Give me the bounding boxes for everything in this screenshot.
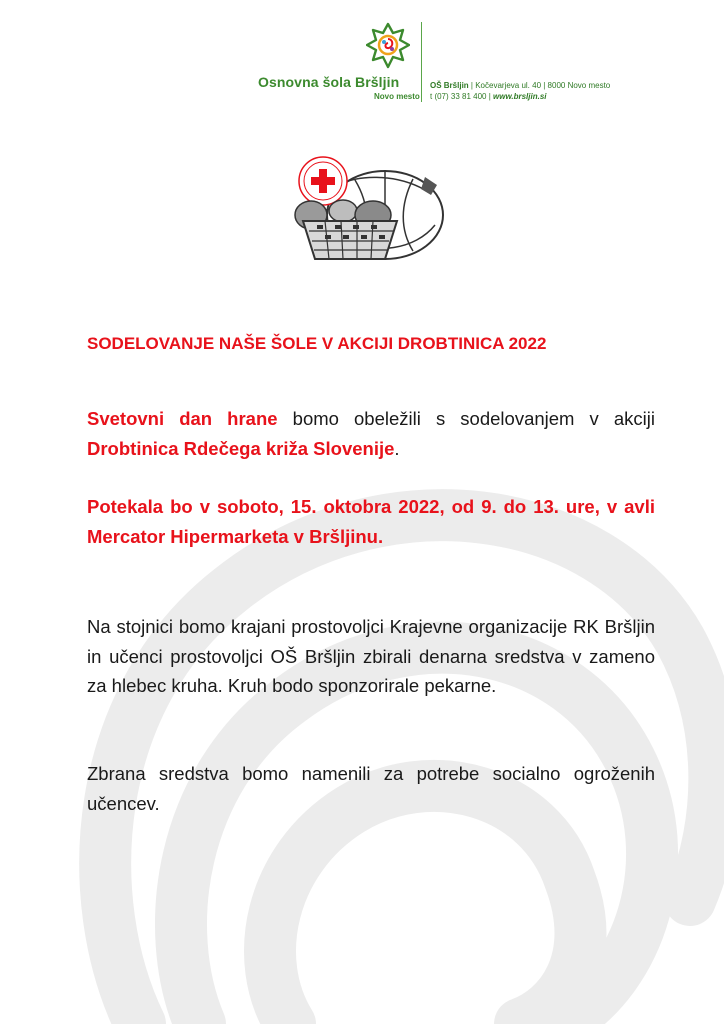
contact-address-line (430, 80, 610, 91)
contact-info (430, 80, 610, 102)
school-name: Osnovna šola Bršljin (258, 74, 400, 90)
contact-website[interactable]: www.brsljin.si (493, 92, 547, 101)
highlight-world-food-day: Svetovni dan hrane (87, 408, 278, 429)
page-title: SODELOVANJE NAŠE ŠOLE V AKCIJI DROBTINICA 2022 (87, 334, 547, 353)
contact-phone: t (07) 33 81 400 | (430, 92, 494, 101)
paragraph-stand-info: Na stojnici bomo krajani prostovoljci Krajevne organizacije RK Bršljin in učenci prostovoljci OŠ Bršljin zbirali denarna sredstva v zameno za hlebec kruha. Kruh bodo sponzorirale pekarne. (87, 616, 655, 696)
contact-phone-line (430, 91, 610, 102)
red-cross-bread-basket-icon (285, 155, 445, 267)
paragraph-funds-purpose: Zbrana sredstva bomo namenili za potrebe socialno ogroženih učencev. (87, 763, 655, 814)
highlight-campaign-name: Drobtinica Rdečega križa Slovenije (87, 437, 395, 459)
paragraph-event-details: Potekala bo v soboto, 15. oktobra 2022, od 9. do 13. ure, v avli Mercator Hipermarketa v Bršljinu. (87, 496, 655, 547)
header-divider (421, 22, 422, 102)
school-location: Novo mesto (374, 92, 420, 101)
intro-end: . (394, 437, 400, 459)
letterhead (258, 22, 638, 102)
contact-school-short: OŠ Bršljin (430, 81, 469, 90)
paragraph-intro (87, 404, 655, 463)
school-logo-icon (366, 22, 410, 72)
intro-text: bomo obeležili s sodelovanjem v akciji (277, 408, 656, 429)
contact-address: | Kočevarjeva ul. 40 | 8000 Novo mesto (468, 81, 611, 90)
